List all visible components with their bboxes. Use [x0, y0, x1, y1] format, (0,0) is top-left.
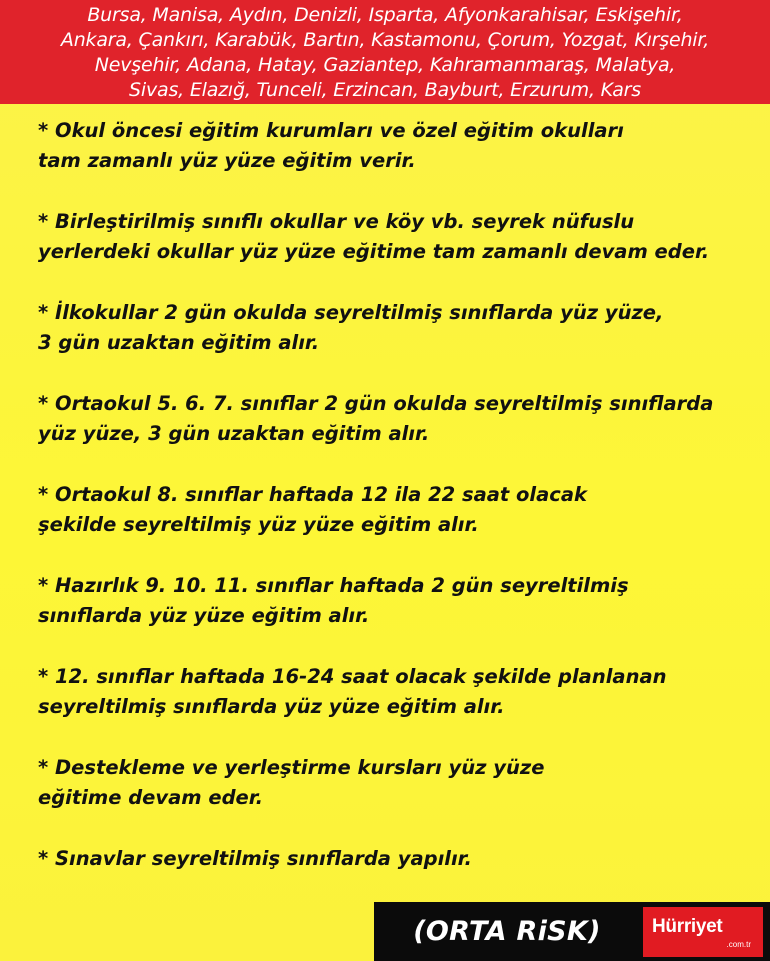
rule-text: * Okul öncesi eğitim kurumları ve özel eğitim okulları [38, 119, 624, 142]
rule-item-grade-12 [38, 662, 763, 722]
rule-text: * Destekleme ve yerleştirme kursları yüz yüze [38, 756, 545, 779]
rule-item-primary-school [38, 298, 763, 358]
rule-text: * Ortaokul 8. sınıflar haftada 12 ila 22 saat olacak [38, 483, 587, 506]
rule-item-preschool [38, 116, 763, 176]
rule-text: eğitime devam eder. [38, 786, 264, 809]
rule-text: yerlerdeki okullar yüz yüze eğitime tam zamanlı devam eder. [38, 240, 710, 263]
rule-text: * İlkokullar 2 gün okulda seyreltilmiş sınıflarda yüz yüze, [38, 301, 664, 324]
rule-text: tam zamanlı yüz yüze eğitim verir. [38, 149, 416, 172]
rule-item-exams [38, 844, 763, 874]
province-line: Bursa, Manisa, Aydın, Denizli, Isparta, Afyonkarahisar, Eskişehir, [87, 4, 683, 26]
rule-text: * 12. sınıflar haftada 16-24 saat olacak şekilde planlanan [38, 665, 667, 688]
rule-text: yüz yüze, 3 gün uzaktan eğitim alır. [38, 422, 430, 445]
rule-item-middle-school-5-7 [38, 389, 763, 449]
rule-text: * Hazırlık 9. 10. 11. sınıflar haftada 2 gün seyreltilmiş [38, 574, 629, 597]
rules-list [38, 116, 763, 905]
logo-domain: .com.tr [726, 940, 751, 949]
province-line: Nevşehir, Adana, Hatay, Gaziantep, Kahramanmaraş, Malatya, [94, 54, 676, 76]
hurriyet-logo [643, 907, 763, 957]
rule-item-prep-9-11 [38, 571, 763, 631]
province-line: Ankara, Çankırı, Karabük, Bartın, Kastamonu, Çorum, Yozgat, Kırşehir, [60, 29, 710, 51]
province-line: Sivas, Elazığ, Tunceli, Erzincan, Bayburt, Erzurum, Kars [129, 79, 641, 101]
rule-text: 3 gün uzaktan eğitim alır. [38, 331, 320, 354]
logo-name: Hürriyet [652, 916, 723, 937]
rule-text: * Sınavlar seyreltilmiş sınıflarda yapılır. [38, 847, 472, 870]
province-list-header [0, 0, 770, 104]
rule-text: sınıflarda yüz yüze eğitim alır. [38, 604, 370, 627]
rule-text: * Birleştirilmiş sınıflı okullar ve köy vb. seyrek nüfuslu [38, 210, 635, 233]
risk-level-label: (ORTA RiSK) [413, 916, 601, 947]
rule-item-middle-school-8 [38, 480, 763, 540]
rule-item-combined-classes [38, 207, 763, 267]
rule-text: * Ortaokul 5. 6. 7. sınıflar 2 gün okulda seyreltilmiş sınıflarda [38, 392, 714, 415]
rule-item-support-courses [38, 753, 763, 813]
rule-text: şekilde seyreltilmiş yüz yüze eğitim alır. [38, 513, 479, 536]
rule-text: seyreltilmiş sınıflarda yüz yüze eğitim alır. [38, 695, 505, 718]
